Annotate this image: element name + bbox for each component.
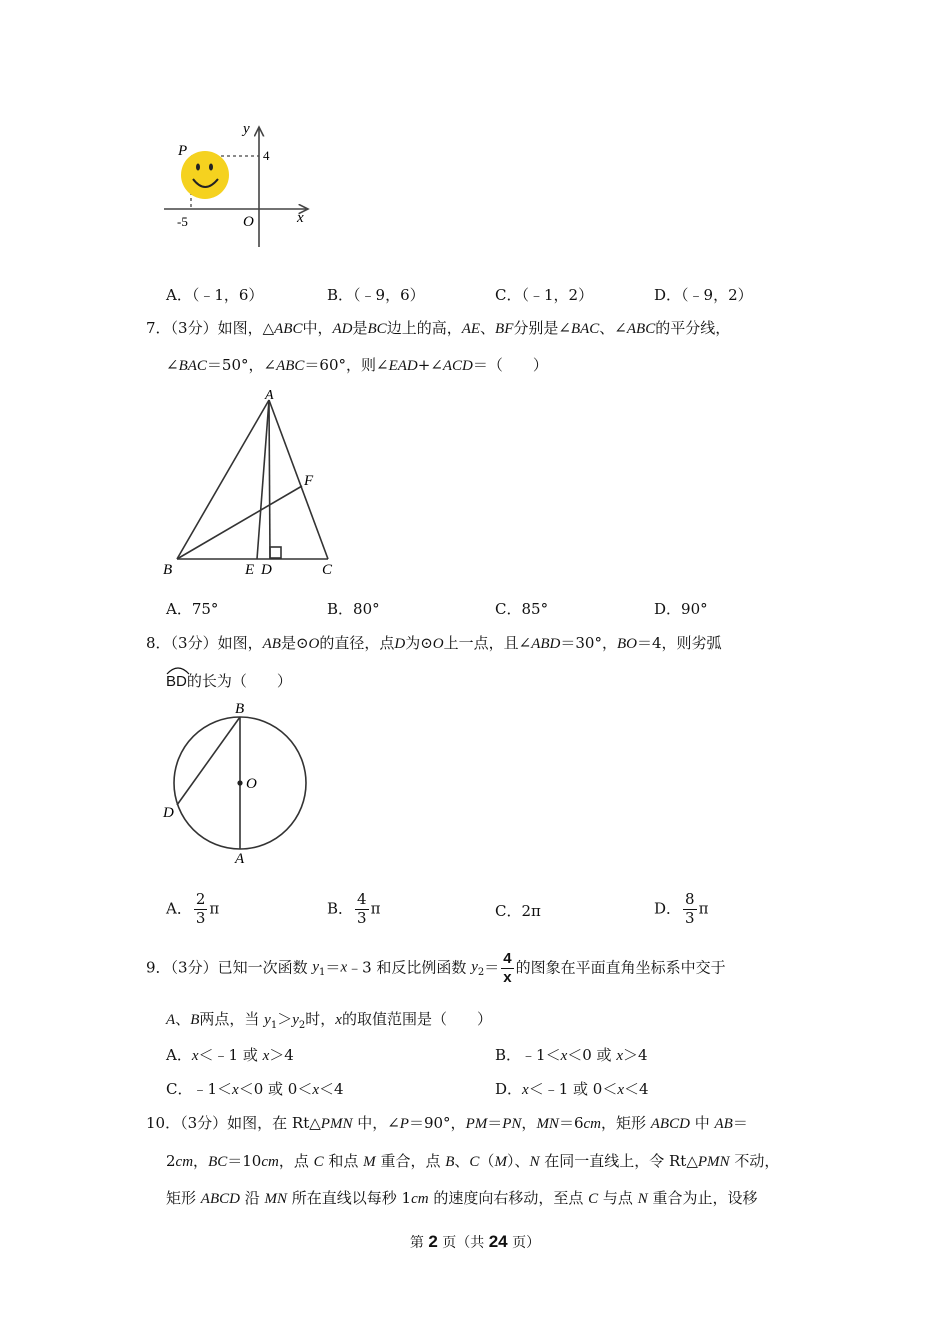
- page-total: 24: [488, 1232, 508, 1251]
- q8-circle-figure: [160, 697, 330, 867]
- q10-stem-line3: [166, 1191, 758, 1207]
- q7-label-c: C: [322, 562, 333, 578]
- text-run: 中: [689, 1114, 715, 1132]
- q7-label-a: A: [265, 388, 274, 403]
- text-run: MN: [264, 1191, 287, 1207]
- text-run: 矩形: [166, 1189, 201, 1207]
- q6-label-x: x: [297, 210, 304, 226]
- q6-smiley-icon: [181, 151, 229, 199]
- q6-option-b[interactable]: B．（﹣9，6）: [327, 286, 425, 304]
- text-run: ，点: [278, 1152, 314, 1170]
- page-number: 2: [428, 1232, 438, 1251]
- text-run: M: [494, 1154, 507, 1170]
- q9-option-d[interactable]: D．x＜﹣1 或 0＜x＜4: [495, 1080, 649, 1098]
- q7-option-a[interactable]: A．75°: [166, 600, 219, 618]
- q10-line2-runs: [166, 1152, 779, 1170]
- q10-line1-runs: [227, 1114, 748, 1132]
- q6-option-a[interactable]: A．（﹣1，6）: [166, 286, 264, 304]
- q9-option-a[interactable]: A．x＜﹣1 或 x＞4: [166, 1046, 294, 1064]
- text-run: 沿: [239, 1189, 265, 1207]
- q9-stem-line1: 9．（3分）已知一次函数 $y_1=x﹣3$ 和反比例函数 $y_2=$ $\frac{4}{x}$ 的图象在平面直角坐标系中交于: [146, 950, 726, 986]
- text-run: 、: [454, 1152, 470, 1170]
- text-run: AB: [714, 1116, 733, 1132]
- q10-stem-line2: [166, 1154, 779, 1170]
- text-run: ＝: [732, 1114, 748, 1132]
- text-run: N: [637, 1191, 648, 1207]
- q9-stem-line2: A、B两点，当 $y_1>y_2$时，x的取值范围是（ ）: [166, 1010, 492, 1031]
- q8-label-b: B: [235, 701, 245, 717]
- text-run: cm: [411, 1191, 429, 1207]
- q7-option-d[interactable]: D．90°: [654, 600, 708, 618]
- q6-coordinate-figure: [150, 115, 330, 255]
- text-run: 中，∠: [352, 1114, 400, 1132]
- q7-option-b[interactable]: B．80°: [327, 600, 380, 618]
- q6-label-y: y: [243, 121, 250, 137]
- text-run: ABCD: [650, 1116, 690, 1132]
- text-run: ，: [193, 1152, 209, 1170]
- q8-label-d: D: [163, 805, 174, 821]
- text-run: 与点: [598, 1189, 638, 1207]
- text-run: 的速度向右移动，至点: [428, 1189, 589, 1207]
- text-run: ＝10: [227, 1152, 262, 1170]
- q8-option-d[interactable]: D． $\frac{8}{3}$ π: [654, 890, 709, 927]
- q7-label-d: D: [261, 562, 272, 578]
- q6-label-tick-x: -5: [177, 214, 188, 229]
- text-run: cm: [175, 1154, 194, 1170]
- q10-line3-runs: [166, 1189, 758, 1207]
- text-run: ，: [521, 1114, 537, 1132]
- text-run: C: [469, 1154, 480, 1170]
- q7-label-f: F: [304, 473, 314, 489]
- text-run: 所在直线以每秒 1: [287, 1189, 412, 1207]
- page-footer: 第 2 页（共 24 页）: [409, 1232, 541, 1251]
- q7-stem-line1: 7．（3分）如图，△ABC中，AD是BC边上的高，AE、BF分别是∠BAC、∠ABC的平分线，: [146, 319, 731, 337]
- q7-label-e: E: [245, 562, 255, 578]
- text-run: ＝: [487, 1114, 503, 1132]
- q9-option-b[interactable]: B．﹣1＜x＜0 或 x＞4: [495, 1046, 648, 1064]
- q8-option-a[interactable]: A． $\frac{2}{3}$ π: [166, 890, 220, 927]
- q8-option-c[interactable]: C．2π: [495, 902, 541, 920]
- text-run: B: [445, 1154, 455, 1170]
- text-run: MN: [536, 1116, 559, 1132]
- text-run: 2: [166, 1152, 176, 1170]
- text-run: ＝6: [558, 1114, 584, 1132]
- q8-option-b[interactable]: B． $\frac{4}{3}$ π: [327, 890, 381, 927]
- q6-option-c[interactable]: C．（﹣1，2）: [495, 286, 594, 304]
- q8-arc-symbol: [166, 665, 190, 675]
- q6-label-origin: O: [243, 214, 254, 230]
- q8-label-o: O: [246, 776, 257, 792]
- q8-arc-bd: BD: [166, 674, 187, 689]
- text-run: M: [363, 1154, 376, 1170]
- q6-label-tick-y: 4: [263, 148, 270, 163]
- q8-stem-line1: 8．（3分）如图，AB是⊙O的直径，点D为⊙O上一点，且∠ABD＝30°，BO＝4，则劣弧: [146, 634, 722, 652]
- q7-option-c[interactable]: C．85°: [495, 600, 549, 618]
- q6-label-p: P: [178, 143, 188, 159]
- text-run: cm: [261, 1154, 279, 1170]
- q6-option-d[interactable]: D．（﹣9，2）: [654, 286, 753, 304]
- text-run: C: [313, 1154, 324, 1170]
- q7-triangle-figure: [155, 385, 355, 585]
- text-run: 不动，: [729, 1152, 780, 1170]
- q7-label-b: B: [163, 562, 173, 578]
- text-run: ，矩形: [600, 1114, 651, 1132]
- text-run: 和点: [323, 1152, 364, 1170]
- text-run: 如图，在 Rt△: [227, 1114, 321, 1132]
- text-run: 重合，点: [375, 1152, 446, 1170]
- text-run: PN: [502, 1116, 522, 1132]
- text-run: ）、: [506, 1152, 530, 1170]
- text-run: P: [399, 1116, 409, 1132]
- text-run: PMN: [320, 1116, 353, 1132]
- text-run: ABCD: [200, 1191, 240, 1207]
- text-run: cm: [583, 1116, 601, 1132]
- text-run: 在同一直线上，令 Rt△: [539, 1152, 698, 1170]
- text-run: PMN: [697, 1154, 730, 1170]
- text-run: ＝90°，: [408, 1114, 466, 1132]
- text-run: C: [588, 1191, 599, 1207]
- q7-stem-line2: ∠BAC＝50°，∠ABC＝60°，则∠EAD+∠ACD＝（ ）: [166, 356, 548, 374]
- text-run: 重合为止，设移: [647, 1189, 758, 1207]
- text-run: BC: [208, 1154, 228, 1170]
- q8-label-a: A: [235, 851, 245, 867]
- q9-option-c[interactable]: C．﹣1＜x＜0 或 0＜x＜4: [166, 1080, 344, 1098]
- q8-stem-line2: BD的长为（ ）: [166, 674, 292, 689]
- q10-stem-line1: 10．（3分）如图，在 Rt△PMN 中，∠P＝90°，PM＝PN，MN＝6cm，矩形 ABCD 中 AB＝: [146, 1114, 748, 1132]
- text-run: （: [479, 1152, 495, 1170]
- text-run: N: [529, 1154, 540, 1170]
- text-run: PM: [465, 1116, 488, 1132]
